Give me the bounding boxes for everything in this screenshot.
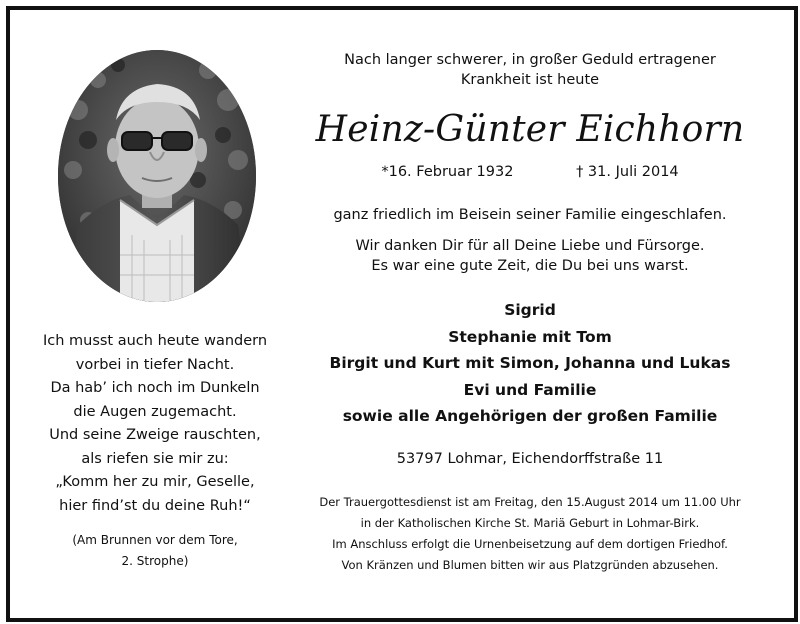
poem-line: Ich musst auch heute wandern [42,333,268,349]
mourner-entry: sowie alle Angehörigen der großen Familie [342,407,718,425]
poem-line: Da hab’ ich noch im Dunkeln [50,380,260,396]
intro-text [288,50,772,90]
thanks-text [288,236,772,276]
poem-source-line: 2. Strophe) [121,554,189,568]
poem-source [30,530,280,572]
portrait-photo [58,50,256,302]
service-line: Von Kränzen und Blumen bitten wir aus Platzgründen abzusehen. [341,558,719,572]
mourner-entry: Birgit und Kurt mit Simon, Johanna und Lukas [329,354,731,372]
poem-line: die Augen zugemacht. [73,403,237,420]
intro-line: Nach langer schwerer, in großer Geduld ertragener [344,52,716,68]
poem-line: „Komm her zu mir, Geselle, [55,474,255,490]
mourner-entry: Sigrid [504,301,556,319]
poem-line: vorbei in tiefer Nacht. [75,356,235,373]
poem-line: Und seine Zweige rauschten, [49,427,261,443]
mourner-entry: Evi und Familie [463,380,597,399]
passing-text: ganz friedlich im Beisein seiner Familie eingeschlafen. [333,207,727,223]
mourner-entry: Stephanie mit Tom [448,327,612,346]
poem-line: als riefen sie mir zu: [81,450,229,467]
service-line: in der Katholischen Kirche St. Mariä Geburt in Lohmar-Birk. [360,516,700,530]
birth-date: *16. Februar 1932 [381,164,514,180]
thanks-line: Es war eine gute Zeit, die Du bei uns warst. [371,258,689,274]
service-info [288,492,772,576]
mourners-list [288,297,772,430]
life-dates [288,162,772,182]
service-line: Der Trauergottesdienst ist am Freitag, den 15.August 2014 um 11.00 Uhr [319,495,741,509]
poem-line: hier find’st du deine Ruh!“ [59,497,251,514]
thanks-line: Wir danken Dir für all Deine Liebe und Fürsorge. [355,238,705,254]
deceased-name: Heinz-Günter Eichhorn [315,109,745,150]
address: 53797 Lohmar, Eichendorffstraße 11 [396,451,664,467]
death-date: † 31. Juli 2014 [576,164,679,180]
poem [30,330,280,518]
intro-line: Krankheit ist heute [460,72,600,88]
service-line: Im Anschluss erfolgt die Urnenbeisetzung auf dem dortigen Friedhof. [332,537,728,551]
poem-source-line: (Am Brunnen vor dem Tore, [72,533,238,547]
